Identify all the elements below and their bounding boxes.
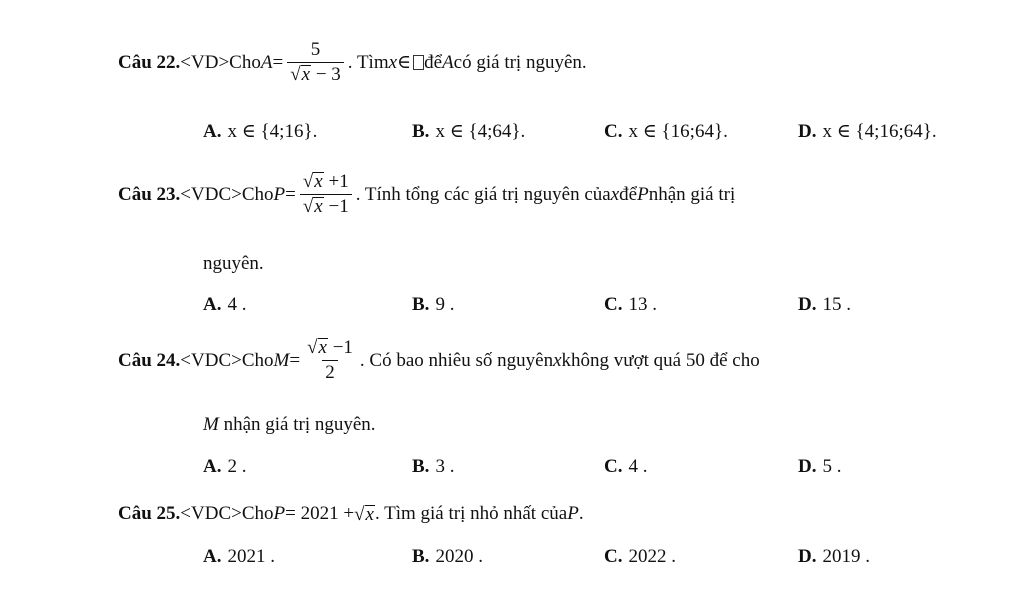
q25-option-a[interactable]: A. 2021 . [203,546,275,567]
q22-option-d[interactable]: D. x ∈ {4;16;64}. [798,121,937,142]
question-23-line2: nguyên. [203,253,264,274]
q22-option-c[interactable]: C. x ∈ {16;64}. [604,121,728,142]
cho-text: Cho [229,51,261,73]
question-24-tag: <VDC> [180,349,242,371]
fraction-denominator: √ x −1 [300,194,352,217]
question-24-stem: Câu 24. <VDC> Cho M = √ x −1 2 . Có bao nhiêu số nguyên x không vượt quá 50 để cho [118,337,760,383]
question-24-line2: M nhận giá trị nguyên. [203,414,376,435]
missing-glyph-icon [413,55,424,70]
fraction-denominator: 2 [322,360,338,383]
q23-option-c[interactable]: C. 13 . [604,294,657,315]
question-25-tag: <VDC> [180,503,242,524]
question-23-number: Câu 23. [118,183,181,205]
question-22-number: Câu 22. [118,51,181,73]
fraction-a [287,40,344,85]
question-22-stem: Câu 22. <VD> Cho A = 5 √ x − 3 . Tìm x ∈ để A có giá trị nguyên. [118,39,587,85]
fraction-numerator: √ x −1 [307,337,353,358]
question-25-number: Câu 25. [118,503,181,524]
question-24-number: Câu 24. [118,349,181,371]
fraction-p [300,172,352,217]
q25-option-c[interactable]: C. 2022 . [604,546,676,567]
sqrt-x: √ x [290,64,311,85]
q25-option-b[interactable]: B. 2020 . [412,546,483,567]
q22-option-b[interactable]: B. x ∈ {4;64}. [412,121,526,142]
question-23-tag: <VDC> [180,183,242,205]
q23-option-b[interactable]: B. 9 . [412,294,455,315]
q23-option-d[interactable]: D. 15 . [798,294,851,315]
q23-option-a[interactable]: A. 4 . [203,294,247,315]
fraction-numerator: 5 [310,39,321,60]
question-23-stem: Câu 23. <VDC> Cho P = √ x +1 √ x −1 . Tính tổng các giá trị nguyên của x để P nhận giá trị [118,171,736,217]
equals-sign: = [272,51,284,73]
q22-option-a[interactable]: A. x ∈ {4;16}. [203,121,318,142]
fraction-m [304,338,356,383]
sqrt-x: √ x [354,503,374,525]
q24-option-c[interactable]: C. 4 . [604,456,648,477]
question-22-tag: <VD> [180,51,230,73]
question-25-stem: Câu 25. <VDC> Cho P = 2021 + √ x . Tìm giá trị nhỏ nhất của P . [118,503,584,525]
fraction-denominator: √ x − 3 [287,62,344,85]
q24-option-a[interactable]: A. 2 . [203,456,247,477]
variable-a: A [260,51,273,73]
q24-option-d[interactable]: D. 5 . [798,456,842,477]
fraction-numerator: √ x +1 [302,171,349,192]
q24-option-b[interactable]: B. 3 . [412,456,455,477]
q25-option-d[interactable]: D. 2019 . [798,546,870,567]
